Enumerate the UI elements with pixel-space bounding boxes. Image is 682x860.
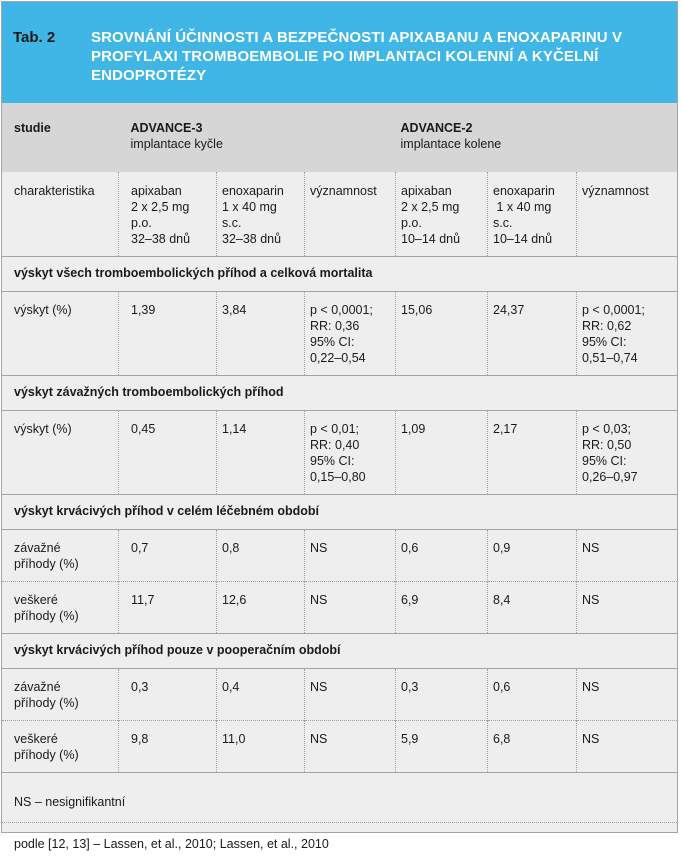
- cell-line: NS: [310, 541, 328, 555]
- cell-line: 10–14 dnů: [493, 232, 553, 246]
- table-cell: [396, 582, 488, 634]
- table-cell: [217, 530, 305, 582]
- cell-line: NS: [582, 732, 600, 746]
- cell-line: 0,6: [401, 541, 419, 555]
- cell-line: 6,9: [401, 593, 419, 607]
- cell-line: příhody (%): [14, 557, 79, 571]
- table-cell: [217, 411, 305, 495]
- cell-line: 11,7: [131, 593, 155, 607]
- table-title: SROVNÁNÍ ÚČINNOSTI A BEZPEČNOSTI APIXABANU A ENOXAPARINU V PROFYLAXI TROMBOEMBOLIE PO IMPLANTACI KOLENNÍ A KYČELNÍ ENDOPROTÉZY: [91, 29, 623, 84]
- cell-line: závažné: [14, 541, 61, 555]
- cell-line: 10–14 dnů: [401, 232, 461, 246]
- section-title: výskyt všech tromboembolických příhod a celková mortalita: [2, 257, 677, 292]
- cell-line: závažné: [14, 680, 61, 694]
- cell-line: 1 x 40 mg: [222, 200, 277, 214]
- cell-line: NS: [582, 680, 600, 694]
- cell-line: RR: 0,36: [310, 319, 360, 333]
- table-frame: [1, 1, 678, 851]
- cell-line: 3,84: [222, 303, 247, 317]
- cell-line: veškeré: [14, 593, 58, 607]
- cell-line: 24,37: [493, 303, 525, 317]
- table-header-bar: [2, 2, 677, 103]
- cell-line: 11,0: [222, 732, 246, 746]
- table-cell: [119, 292, 217, 376]
- section-heading-row: [2, 257, 677, 292]
- table-cell: [217, 669, 305, 721]
- characteristics-cell: [396, 172, 488, 257]
- cell-line: p < 0,0001;: [582, 303, 645, 317]
- cell-line: 95% CI:: [582, 335, 627, 349]
- table-cell: [488, 669, 577, 721]
- cell-line: 95% CI:: [310, 454, 355, 468]
- cell-line: 1 x 40 mg: [493, 200, 552, 214]
- cell-line: NS: [310, 732, 328, 746]
- table-cell: [119, 411, 217, 495]
- footnote-ns: NS – nesignifikantní: [2, 772, 677, 823]
- table-cell: [305, 721, 396, 773]
- section-title: výskyt krvácivých příhod v celém léčebném období: [2, 495, 677, 530]
- cell-line: 0,9: [493, 541, 511, 555]
- row-label: [2, 411, 119, 495]
- cell-line: p < 0,03;: [582, 422, 631, 436]
- cell-line: apixaban: [131, 184, 182, 198]
- characteristics-row: [2, 172, 677, 257]
- cell-line: NS: [582, 541, 600, 555]
- section-heading-row: [2, 634, 677, 669]
- cell-line: 95% CI:: [310, 335, 355, 349]
- studie-label: studie: [2, 103, 119, 172]
- cell-line: 2 x 2,5 mg: [131, 200, 190, 214]
- comparison-table: [2, 103, 677, 772]
- cell-line: 0,8: [222, 541, 240, 555]
- cell-line: p.o.: [401, 216, 422, 230]
- table-cell: [217, 721, 305, 773]
- cell-line: RR: 0,50: [582, 438, 632, 452]
- cell-line: výskyt (%): [14, 422, 72, 436]
- section-heading-row: [2, 376, 677, 411]
- table-cell: [217, 292, 305, 376]
- table-cell: [396, 669, 488, 721]
- table-cell: [577, 411, 678, 495]
- table-cell: [577, 721, 678, 773]
- cell-line: 0,15–0,80: [310, 470, 366, 484]
- source-note: podle [12, 13] – Lassen, et al., 2010; Lassen, et al., 2010: [14, 837, 329, 851]
- study-description: implantace kolene: [400, 137, 502, 151]
- table-row: [2, 411, 677, 495]
- table-cell: [305, 582, 396, 634]
- cell-line: enoxaparin: [222, 184, 284, 198]
- table-cell: [119, 669, 217, 721]
- cell-line: p < 0,0001;: [310, 303, 373, 317]
- study-description: implantace kyčle: [130, 137, 223, 151]
- cell-line: RR: 0,62: [582, 319, 632, 333]
- table-cell: [305, 669, 396, 721]
- cell-line: veškeré: [14, 732, 58, 746]
- table-cell: [396, 292, 488, 376]
- cell-line: 12,6: [222, 593, 247, 607]
- table-row: [2, 582, 677, 634]
- characteristics-cell: [217, 172, 305, 257]
- cell-line: příhody (%): [14, 696, 79, 710]
- cell-line: 0,6: [493, 680, 511, 694]
- table-row: [2, 530, 677, 582]
- characteristics-cell: [488, 172, 577, 257]
- cell-line: 95% CI:: [582, 454, 627, 468]
- study-header-row: [2, 103, 677, 172]
- cell-line: významnost: [582, 184, 649, 198]
- cell-line: 1,09: [401, 422, 426, 436]
- table-cell: [577, 582, 678, 634]
- characteristics-label: charakteristika: [2, 172, 119, 257]
- cell-line: výskyt (%): [14, 303, 72, 317]
- table-cell: [119, 530, 217, 582]
- cell-line: 0,26–0,97: [582, 470, 638, 484]
- table-cell: [488, 530, 577, 582]
- study-advance-3: [119, 103, 396, 172]
- cell-line: NS: [310, 593, 328, 607]
- cell-line: příhody (%): [14, 609, 79, 623]
- characteristics-cell: [119, 172, 217, 257]
- study-advance-2: [396, 103, 678, 172]
- table-number: Tab. 2: [13, 29, 56, 46]
- cell-line: 1,39: [131, 303, 156, 317]
- cell-line: 6,8: [493, 732, 511, 746]
- cell-line: 0,7: [131, 541, 149, 555]
- cell-line: 0,4: [222, 680, 240, 694]
- cell-line: významnost: [310, 184, 377, 198]
- cell-line: s.c.: [222, 216, 242, 230]
- table-cell: [305, 292, 396, 376]
- table-cell: [305, 411, 396, 495]
- cell-line: 32–38 dnů: [222, 232, 282, 246]
- table-cell: [396, 411, 488, 495]
- cell-line: 2,17: [493, 422, 518, 436]
- cell-line: 5,9: [401, 732, 419, 746]
- table-cell: [488, 721, 577, 773]
- cell-line: 1,14: [222, 422, 247, 436]
- table-cell: [577, 530, 678, 582]
- table-cell: [488, 411, 577, 495]
- study-name: ADVANCE-2: [400, 121, 473, 135]
- row-label: [2, 582, 119, 634]
- cell-line: 0,22–0,54: [310, 351, 366, 365]
- table-cell: [488, 292, 577, 376]
- cell-line: 32–38 dnů: [131, 232, 191, 246]
- cell-line: 15,06: [401, 303, 433, 317]
- section-title: výskyt krvácivých příhod pouze v pooperačním období: [2, 634, 677, 669]
- section-title: výskyt závažných tromboembolických příhod: [2, 376, 677, 411]
- cell-line: 0,3: [401, 680, 419, 694]
- row-label: [2, 292, 119, 376]
- table-cell: [119, 582, 217, 634]
- cell-line: 8,4: [493, 593, 511, 607]
- row-label: [2, 530, 119, 582]
- table-row: [2, 669, 677, 721]
- table-cell: [396, 721, 488, 773]
- table-cell: [119, 721, 217, 773]
- cell-line: NS: [582, 593, 600, 607]
- row-label: [2, 669, 119, 721]
- table-cell: [217, 582, 305, 634]
- cell-line: s.c.: [493, 216, 513, 230]
- study-name: ADVANCE-3: [130, 121, 203, 135]
- section-heading-row: [2, 495, 677, 530]
- cell-line: p < 0,01;: [310, 422, 359, 436]
- cell-line: enoxaparin: [493, 184, 555, 198]
- cell-line: 0,3: [131, 680, 149, 694]
- cell-line: p.o.: [131, 216, 152, 230]
- cell-line: 0,45: [131, 422, 156, 436]
- cell-line: RR: 0,40: [310, 438, 360, 452]
- cell-line: NS: [310, 680, 328, 694]
- row-label: [2, 721, 119, 773]
- characteristics-cell: [305, 172, 396, 257]
- table-row: [2, 721, 677, 773]
- table-cell: [488, 582, 577, 634]
- cell-line: 9,8: [131, 732, 149, 746]
- cell-line: apixaban: [401, 184, 452, 198]
- table-cell: [305, 530, 396, 582]
- characteristics-cell: [577, 172, 678, 257]
- cell-line: 2 x 2,5 mg: [401, 200, 460, 214]
- cell-line: 0,51–0,74: [582, 351, 638, 365]
- table-cell: [577, 669, 678, 721]
- table-row: [2, 292, 677, 376]
- cell-line: příhody (%): [14, 748, 79, 762]
- table-cell: [577, 292, 678, 376]
- table-cell: [396, 530, 488, 582]
